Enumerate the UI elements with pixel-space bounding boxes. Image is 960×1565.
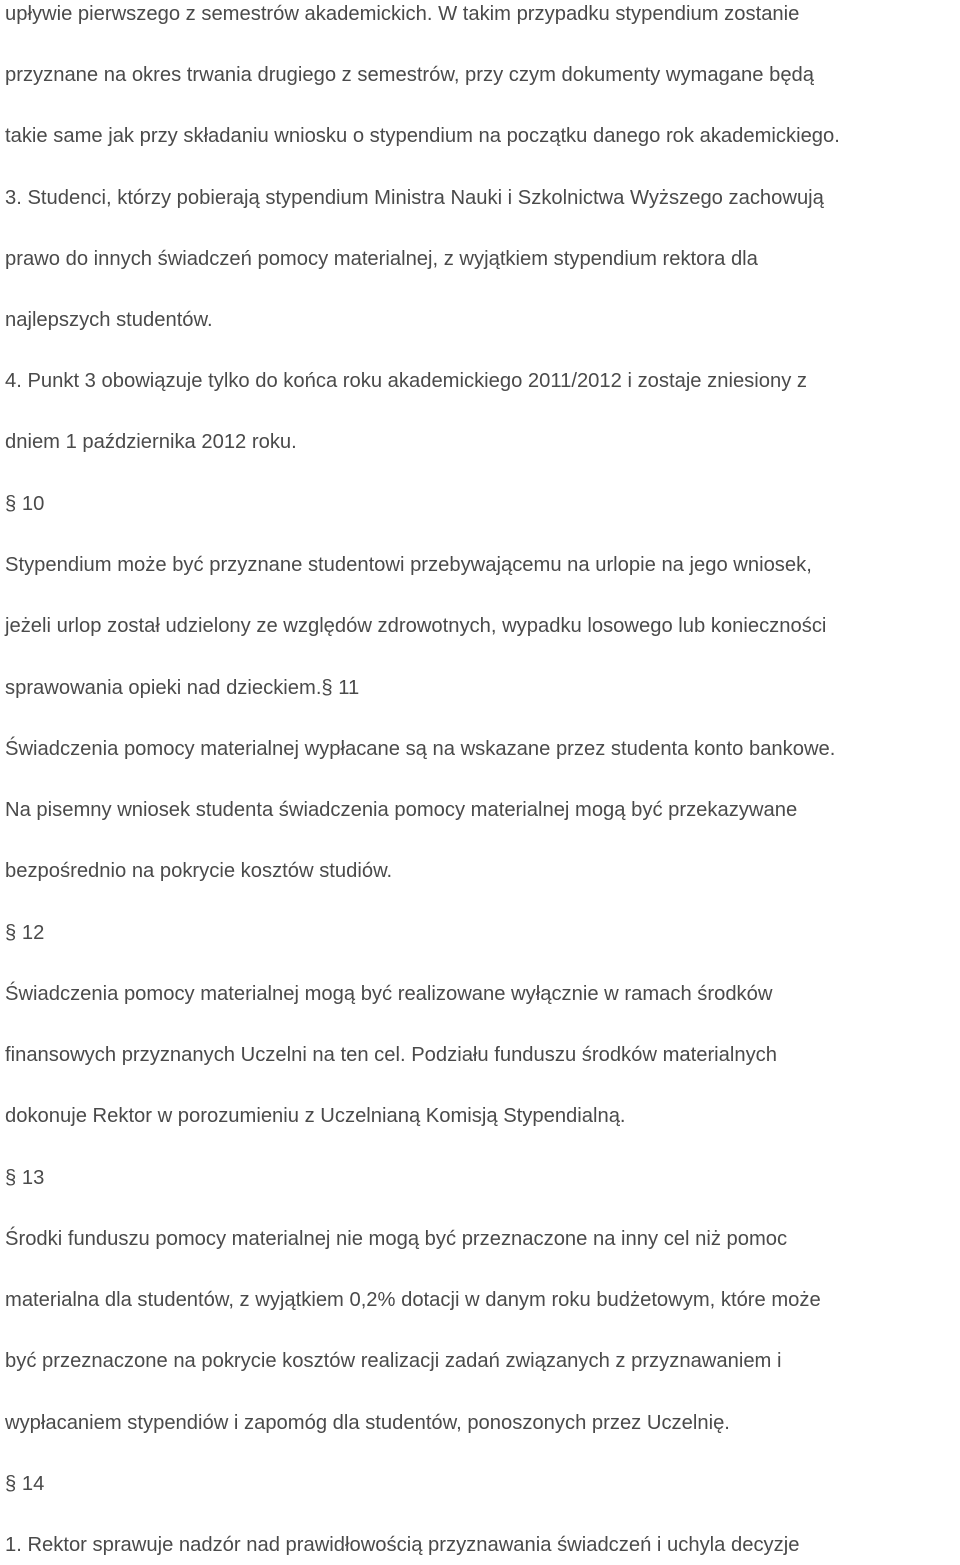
text-line: Stypendium może być przyznane studentowi przebywającemu na urlopie na jego wniosek, (5, 554, 812, 576)
text-line: sprawowania opieki nad dzieckiem.§ 11 (5, 677, 360, 699)
text-line: prawo do innych świadczeń pomocy materialnej, z wyjątkiem stypendium rektora dla (5, 248, 758, 270)
text-line: wypłacaniem stypendiów i zapomóg dla studentów, ponoszonych przez Uczelnię. (5, 1412, 730, 1434)
text-line: bezpośrednio na pokrycie kosztów studiów. (5, 860, 393, 882)
text-line: być przeznaczone na pokrycie kosztów realizacji zadań związanych z przyznawaniem i (5, 1350, 782, 1372)
text-line: Środki funduszu pomocy materialnej nie mogą być przeznaczone na inny cel niż pomoc (5, 1228, 788, 1250)
section-heading: § 12 (5, 922, 45, 944)
text-line: dokonuje Rektor w porozumieniu z Uczelnianą Komisją Stypendialną. (5, 1105, 626, 1127)
text-line: najlepszych studentów. (5, 309, 213, 331)
text-line: Na pisemny wniosek studenta świadczenia pomocy materialnej mogą być przekazywane (5, 799, 798, 821)
text-line: takie same jak przy składaniu wniosku o stypendium na początku danego rok akademickiego. (5, 125, 840, 147)
text-line: 3. Studenci, którzy pobierają stypendium Ministra Nauki i Szkolnictwa Wyższego zachowują (5, 187, 824, 209)
text-line: jeżeli urlop został udzielony ze względów zdrowotnych, wypadku losowego lub konieczności (5, 615, 827, 637)
text-line: upływie pierwszego z semestrów akademickich. W takim przypadku stypendium zostanie (5, 3, 800, 25)
text-line: materialna dla studentów, z wyjątkiem 0,2% dotacji w danym roku budżetowym, które może (5, 1289, 821, 1311)
text-line: 1. Rektor sprawuje nadzór nad prawidłowością przyznawania świadczeń i uchyla decyzje (5, 1534, 800, 1556)
text-line: Świadczenia pomocy materialnej wypłacane są na wskazane przez studenta konto bankowe. (5, 738, 836, 760)
text-line: Świadczenia pomocy materialnej mogą być realizowane wyłącznie w ramach środków (5, 983, 773, 1005)
section-heading: § 10 (5, 493, 45, 515)
text-line: finansowych przyznanych Uczelni na ten cel. Podziału funduszu środków materialnych (5, 1044, 778, 1066)
text-line: 4. Punkt 3 obowiązuje tylko do końca roku akademickiego 2011/2012 i zostaje zniesiony z (5, 370, 807, 392)
section-heading: § 13 (5, 1167, 45, 1189)
section-heading: § 14 (5, 1473, 45, 1495)
text-line: przyznane na okres trwania drugiego z semestrów, przy czym dokumenty wymagane będą (5, 64, 815, 86)
text-line: dniem 1 października 2012 roku. (5, 431, 297, 453)
